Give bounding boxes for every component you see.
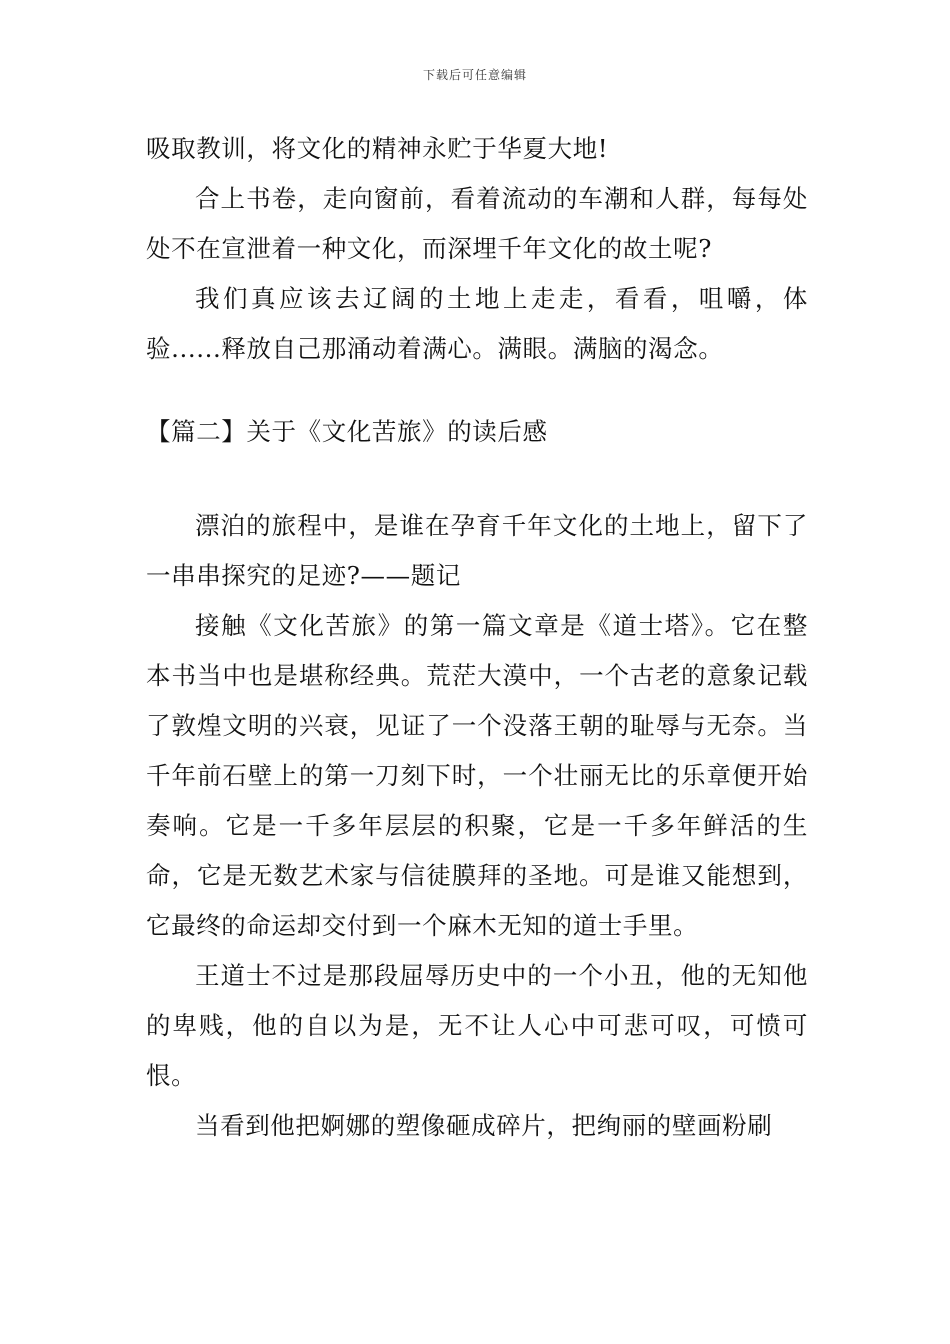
document-body [146,124,808,1151]
paragraph: 合上书卷，走向窗前，看着流动的车潮和人群，每每处处不在宣泄着一种文化，而深埋千年文化的故土呢? [146,184,808,263]
section-heading: 【篇二】关于《文化苦旅》的读后感 [146,417,548,446]
paragraph: 接触《文化苦旅》的第一篇文章是《道士塔》。它在整本书当中也是堪称经典。荒茫大漠中，一个古老的意象记载了敦煌文明的兴衰，见证了一个没落王朝的耻辱与无奈。当千年前石壁上的第一刀刻下时，一个壮丽无比的乐章便开始奏响。它是一千多年层层的积聚，它是一千多年鲜活的生命，它是无数艺术家与信徒膜拜的圣地。可是谁又能想到，它最终的命运却交付到一个麻木无知的道士手里。 [146,611,808,940]
paragraph: 王道士不过是那段屈辱历史中的一个小丑，他的无知他的卑贱，他的自以为是，无不让人心中可悲可叹，可愤可恨。 [146,961,808,1090]
paragraph-continuation: 吸取教训，将文化的精神永贮于华夏大地! [146,134,609,163]
paragraph: 当看到他把婀娜的塑像砸成碎片，把绚丽的壁画粉刷 [195,1111,773,1140]
page-header-note: 下载后可任意编辑 [422,68,527,82]
paragraph: 我们真应该去辽阔的土地上走走，看看，咀嚼，体验......释放自己那涌动着满心。满眼。满脑的渴念。 [146,284,808,363]
paragraph-epigraph: 漂泊的旅程中，是谁在孕育千年文化的土地上，留下了一串串探究的足迹?——题记 [146,511,808,590]
